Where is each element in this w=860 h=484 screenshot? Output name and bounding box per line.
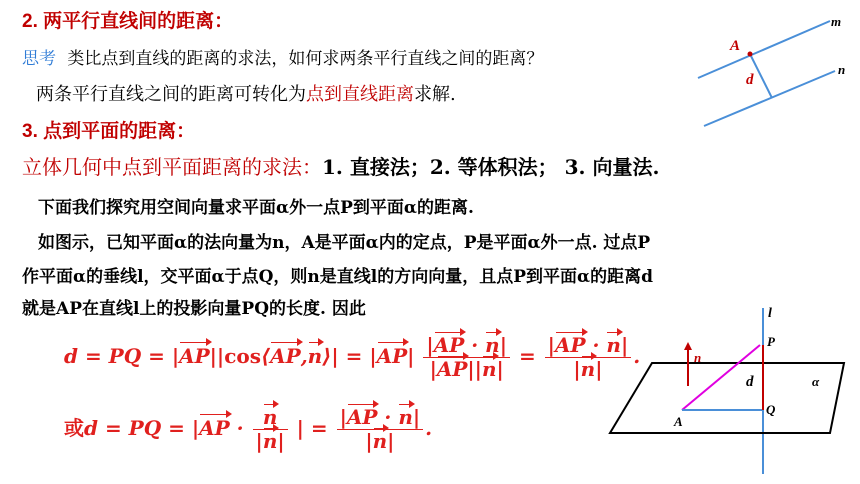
paragraph-1: 下面我们探究用空间向量求平面α外一点P到平面α的距离. bbox=[38, 198, 474, 218]
answer-line bbox=[36, 80, 456, 106]
think-question bbox=[22, 44, 543, 69]
label-d-plane: d bbox=[746, 374, 754, 390]
label-p: P bbox=[767, 334, 775, 349]
paragraph-2-line-2: 作平面α的垂线l，交平面α于点Q，则n是直线l的方向向量，且点P到平面α的距离d bbox=[22, 267, 653, 287]
line-n bbox=[704, 71, 835, 126]
paragraph-2-line-1: 如图示，已知平面α的法向量为n，A是平面α内的定点，P是平面α外一点. 过点P bbox=[38, 233, 651, 253]
point-a-dot bbox=[748, 52, 753, 57]
line-m bbox=[698, 21, 830, 78]
answer-prefix: 两条平行直线之间的距离可转化为 bbox=[36, 84, 306, 105]
label-m: m bbox=[831, 14, 842, 29]
label-n: n bbox=[838, 62, 846, 77]
label-a: A bbox=[730, 38, 741, 54]
label-normal-n: n bbox=[694, 350, 702, 365]
label-q: Q bbox=[766, 402, 776, 417]
methods-list: 1. 直接法；2. 等体积法； 3. 向量法. bbox=[322, 155, 660, 179]
label-a-plane: A bbox=[674, 414, 683, 429]
parallel-lines-diagram bbox=[690, 6, 855, 131]
paragraph-2-line-3: 就是AP在直线l上的投影向量PQ的长度. 因此 bbox=[22, 299, 366, 319]
section3-heading: 3. 点到平面的距离： bbox=[22, 121, 196, 142]
section2-heading: 2. 两平行直线间的距离： bbox=[22, 11, 234, 32]
think-tag: 思考 bbox=[22, 49, 56, 69]
normal-arrow-icon bbox=[684, 342, 692, 350]
formula-line-1: d = PQ = |AP||cos⟨AP,n⟩| = |AP| $\frac{|AP \cdot n|}{|AP||n|}$ = $\frac{|AP \cdot n|}{|n|}$ . bbox=[64, 333, 641, 381]
methods-prefix: 立体几何中点到平面距离的求法： bbox=[22, 155, 322, 179]
or-label: 或 bbox=[64, 416, 84, 440]
label-l: l bbox=[768, 306, 772, 321]
label-alpha: α bbox=[812, 374, 820, 389]
question-text: 类比点到直线的距离的求法，如何求两条平行直线之间的距离？ bbox=[67, 49, 544, 69]
plane-diagram bbox=[600, 300, 855, 480]
formula-line-2: 或d = PQ = |AP · $\frac{n}{|n|}$ | = $\frac{|AP \cdot n|}{|n|}$ . bbox=[64, 405, 433, 453]
answer-highlight: 点到直线距离 bbox=[306, 84, 414, 105]
answer-suffix: 求解. bbox=[414, 84, 456, 105]
label-d: d bbox=[746, 72, 754, 88]
methods-line bbox=[22, 151, 659, 180]
